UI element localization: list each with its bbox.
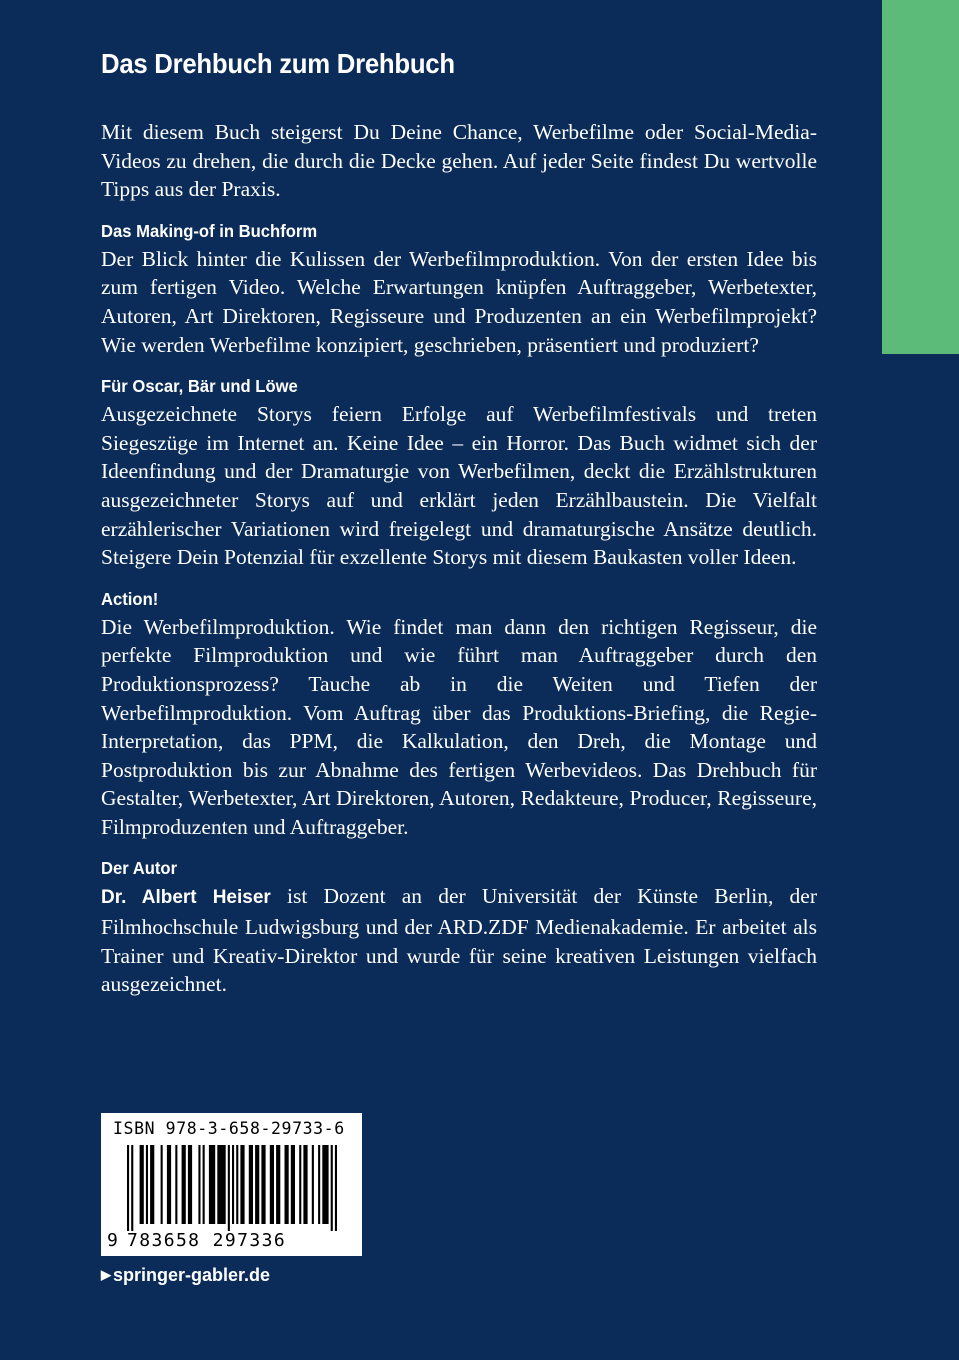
barcode-bar [198,1145,200,1224]
author-heading: Der Autor [101,858,178,879]
barcode-bar [335,1145,337,1231]
barcode-bar [150,1145,154,1224]
section-text-action: Die Werbefilmproduktion. Wie findet man dann den richtigen Regisseur, die perfekte Filmproduktion und wie führt man Auftraggeber durch den Produktionsprozess? Tauche ab in die Weiten und Tiefen der Werbefilmproduktion. Vom Auftrag über das Produktions-Briefing, die Regie-Interpretation, das PPM, die Kalkulation, den Dreh, die Montage und Postproduktion bis zur Abnahme des fertigen Werbevideos. Das Drehbuch für Gestalter, Werbetexter, Art Direktoren, Autoren, Redakteure, Producer, Regisseure, Filmproduzenten und Auftraggeber. [101,614,817,839]
barcode-bar [217,1145,225,1224]
author-text: ist Dozent an der Universität der Künste Berlin, der Filmhochschule Ludwigsburg und der ARD.ZDF Medienakademie. Er arbeitet als Trainer und Kreativ-Direktor und wurde für seine kreativen Leistungen vielfach ausgezeichnet. [101,884,818,997]
barcode-bar [131,1145,133,1231]
barcode-bar [240,1145,244,1224]
barcode-bar [303,1145,307,1224]
barcode-bar [140,1145,144,1224]
barcode-bar [175,1145,177,1224]
barcode-bar [188,1145,192,1224]
barcode-bar [261,1145,265,1224]
ean-first-digit: 9 [107,1230,118,1251]
barcode-bar [203,1145,205,1224]
website-label: springer-gabler.de [113,1265,271,1285]
barcode-bar [318,1145,320,1224]
barcode-bar [232,1145,234,1224]
barcode-bar [322,1145,328,1224]
barcode-bar [146,1145,148,1224]
section-heading-making-of: Das Making-of in Buchform [101,220,318,241]
barcode-bar [291,1145,295,1224]
barcode-bar [299,1145,301,1224]
section-heading-action: Action! [101,588,159,609]
isbn-label: ISBN 978-3-658-29733-6 [113,1119,345,1138]
barcode-bar [182,1145,186,1224]
barcode-bar [236,1145,238,1224]
isbn-barcode [101,1113,362,1256]
section-text-making-of: Der Blick hinter die Kulissen der Werbefilmproduktion. Von der ersten Idee bis zum fertigen Video. Welche Erwartungen knüpfen Auftraggeber, Werbetexter, Autoren, Art Direktoren, Regisseure und Produzenten an ein Werbefilmprojekt? Wie werden Werbefilme konzipiert, geschrieben, präsentiert und produziert? [101,246,817,357]
author-name: Dr. Albert Heiser [101,887,271,909]
barcode-bar [161,1145,163,1224]
barcode-bar [331,1145,333,1231]
barcode-bar [228,1145,230,1231]
author-bio [101,882,817,998]
page-title: Das Drehbuch zum Drehbuch [101,48,455,79]
barcode-bar [276,1145,280,1224]
barcode-bar [312,1145,314,1224]
play-arrow-icon: ▶ [101,1267,111,1282]
barcode-bar [209,1145,215,1224]
intro-paragraph: Mit diesem Buch steigerst Du Deine Chance, Werbefilme oder Social-Media-Videos zu drehen, die durch die Decke gehen. Auf jeder Seite findest Du wertvolle Tipps aus der Praxis. [101,120,817,202]
barcode-bar [249,1145,253,1224]
green-accent-tab [882,0,959,354]
barcode-bar [167,1145,171,1224]
barcode-bar [255,1145,259,1224]
section-heading-oscar: Für Oscar, Bär und Löwe [101,376,298,397]
barcode-bar [127,1145,129,1231]
section-text-oscar: Ausgezeichnete Storys feiern Erfolge auf Werbefilmfestivals und treten Siegeszüge im Internet an. Keine Idee – ein Horror. Das Buch widmet sich der Ideenfindung und der Dramaturgie von Werbefilmen, deckt die Erzählstrukturen ausgezeichneter Storys auf und erklärt jeden Erzählbaustein. Die Vielfalt erzählerischer Variationen wird freigelegt und dramaturgische Ansätze deutlich. Steigere Dein Potenzial für exzellente Storys mit diesem Baukasten voller Ideen. [101,402,817,570]
ean-digits: 783658 297336 [127,1230,287,1251]
barcode-bar [270,1145,274,1224]
back-cover-text [101,44,817,999]
barcode-bar [285,1145,289,1224]
publisher-website[interactable] [101,1262,270,1288]
